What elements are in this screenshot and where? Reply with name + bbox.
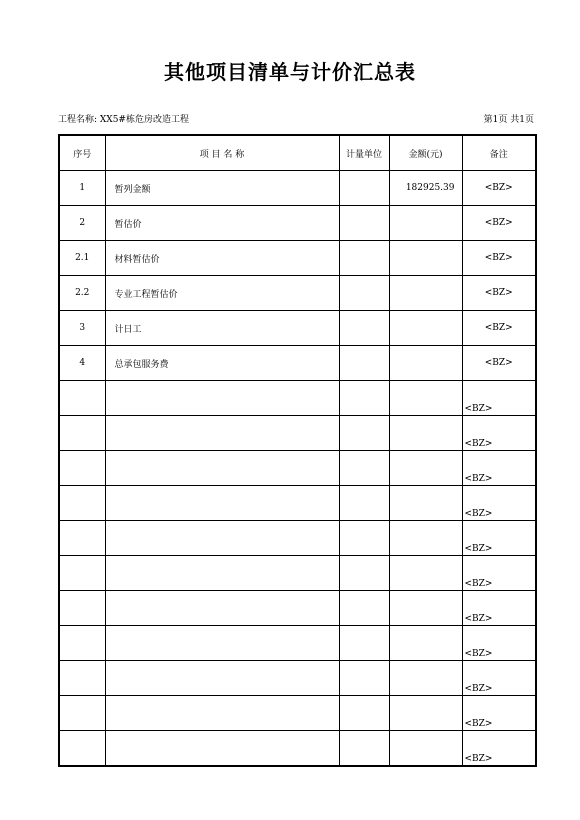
table-row [59,206,536,241]
page-info: 第1页 共1页 [483,115,534,125]
cell-amount [389,346,462,381]
empty-table-row [59,416,536,451]
cell-seq: 3 [59,311,105,346]
cell-empty [339,731,389,766]
cell-name: 材料暂估价 [105,241,339,276]
cell-empty [339,591,389,626]
cell-amount [389,311,462,346]
cell-unit [339,171,389,206]
cell-empty [389,416,462,451]
cell-note: <BZ> [462,171,536,206]
empty-table-row [59,556,536,591]
cell-note: <BZ> [462,556,536,591]
cell-empty [105,521,339,556]
project-name: 工程名称: XX5#栋危房改造工程 [58,115,189,125]
cell-empty [339,451,389,486]
summary-table [58,134,537,767]
header-name: 项 目 名 称 [105,135,339,171]
empty-table-row [59,521,536,556]
cell-empty [339,626,389,661]
cell-seq: 2.1 [59,241,105,276]
cell-empty [105,591,339,626]
cell-empty [389,486,462,521]
cell-amount [389,206,462,241]
cell-empty [339,381,389,416]
cell-note: <BZ> [462,381,536,416]
cell-empty [339,521,389,556]
empty-table-row [59,731,536,766]
cell-seq: 2 [59,206,105,241]
header-amount: 金额(元) [389,135,462,171]
table-row [59,311,536,346]
empty-table-row [59,591,536,626]
cell-empty [389,661,462,696]
cell-unit [339,346,389,381]
cell-empty [389,626,462,661]
table-row [59,276,536,311]
cell-note: <BZ> [462,451,536,486]
empty-table-row [59,661,536,696]
cell-empty [389,451,462,486]
empty-table-row [59,486,536,521]
cell-empty [59,731,105,766]
cell-note: <BZ> [462,311,536,346]
cell-empty [105,381,339,416]
cell-name: 暂估价 [105,206,339,241]
cell-name: 总承包服务费 [105,346,339,381]
cell-note: <BZ> [462,241,536,276]
cell-empty [59,661,105,696]
cell-empty [105,731,339,766]
empty-table-row [59,626,536,661]
cell-name: 专业工程暂估价 [105,276,339,311]
cell-empty [389,696,462,731]
cell-unit [339,311,389,346]
cell-note: <BZ> [462,661,536,696]
cell-empty [59,451,105,486]
cell-empty [105,661,339,696]
cell-unit [339,206,389,241]
cell-empty [59,486,105,521]
cell-empty [59,381,105,416]
empty-table-row [59,451,536,486]
cell-amount [389,276,462,311]
table-row [59,241,536,276]
header-unit: 计量单位 [339,135,389,171]
cell-unit [339,276,389,311]
header-seq: 序号 [59,135,105,171]
cell-seq: 2.2 [59,276,105,311]
cell-empty [389,381,462,416]
cell-seq: 4 [59,346,105,381]
cell-empty [105,486,339,521]
cell-empty [339,486,389,521]
cell-amount [389,241,462,276]
header-row [59,135,536,171]
cell-note: <BZ> [462,206,536,241]
cell-empty [389,521,462,556]
cell-note: <BZ> [462,591,536,626]
table-row [59,171,536,206]
cell-note: <BZ> [462,346,536,381]
cell-empty [389,591,462,626]
cell-empty [59,591,105,626]
cell-unit [339,241,389,276]
cell-name: 暂列金额 [105,171,339,206]
cell-note: <BZ> [462,731,536,766]
cell-amount: 182925.39 [389,171,462,206]
cell-empty [339,416,389,451]
cell-note: <BZ> [462,416,536,451]
cell-name: 计日工 [105,311,339,346]
cell-empty [59,521,105,556]
cell-empty [339,661,389,696]
cell-empty [389,731,462,766]
cell-empty [59,556,105,591]
table-row [59,346,536,381]
cell-empty [59,416,105,451]
cell-empty [105,696,339,731]
cell-note: <BZ> [462,276,536,311]
cell-note: <BZ> [462,696,536,731]
cell-empty [389,556,462,591]
cell-note: <BZ> [462,626,536,661]
cell-empty [105,556,339,591]
cell-empty [59,696,105,731]
cell-empty [339,696,389,731]
page-title: 其他项目清单与计价汇总表 [164,60,416,84]
cell-note: <BZ> [462,486,536,521]
empty-table-row [59,381,536,416]
cell-empty [105,451,339,486]
cell-seq: 1 [59,171,105,206]
cell-empty [59,626,105,661]
cell-empty [105,626,339,661]
cell-empty [339,556,389,591]
cell-note: <BZ> [462,521,536,556]
header-note: 备注 [462,135,536,171]
cell-empty [105,416,339,451]
empty-table-row [59,696,536,731]
